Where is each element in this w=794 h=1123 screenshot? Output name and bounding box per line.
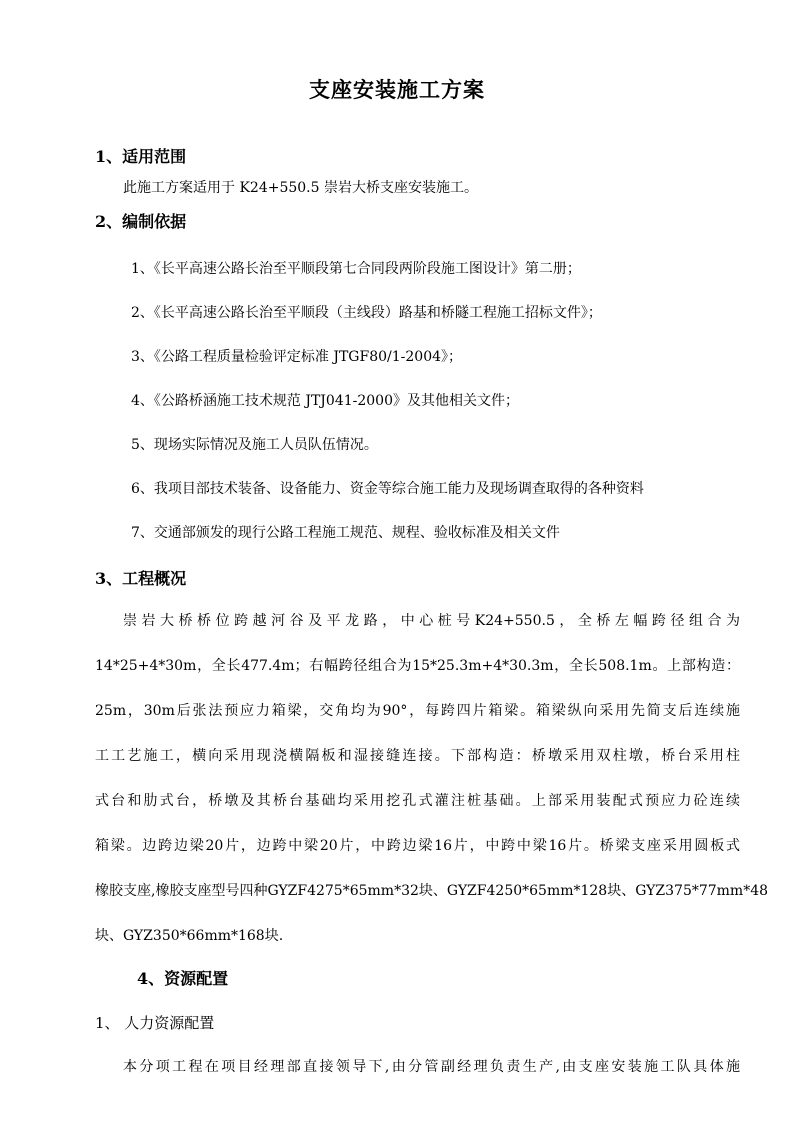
basis-item: 4、《公路桥涵施工技术规范 JTJ041-2000》及其他相关文件；	[131, 393, 519, 409]
paragraph-line: 工工艺施工，横向采用现浇横隔板和湿接缝连接。下部构造：桥墩采用双柱墩，桥台采用柱	[95, 748, 740, 764]
basis-item: 7、交通部颁发的现行公路工程施工规范、规程、验收标准及相关文件	[131, 525, 560, 541]
basis-item: 3、《公路工程质量检验评定标准 JTGF80/1-2004》；	[131, 349, 463, 365]
section-4-heading: 4、资源配置	[137, 969, 229, 988]
basis-item: 2、《长平高速公路长治至平顺段（主线段）路基和桥隧工程施工招标文件》；	[131, 305, 602, 321]
basis-item: 1、《长平高速公路长治至平顺段第七合同段两阶段施工图设计》第二册；	[131, 261, 581, 277]
paragraph-line: 14*25+4*30m，全长477.4m；右幅跨径组合为15*25.3m+4*30.3m，全长508.1m。上部构造：	[95, 658, 740, 674]
paragraph-line: 本分项工程在项目经理部直接领导下,由分管副经理负责生产,由支座安装施工队具体施	[123, 1059, 740, 1075]
section-1-heading: 1、适用范围	[95, 147, 187, 166]
section-2-heading: 2、编制依据	[95, 212, 187, 231]
paragraph-line: 块、GYZ350*66mm*168块.	[95, 928, 284, 944]
paragraph-line: 箱梁。边跨边梁20片，边跨中梁20片，中跨边梁16片，中跨中梁16片。桥梁支座采用圆板式	[95, 838, 740, 854]
basis-item: 6、我项目部技术装备、设备能力、资金等综合施工能力及现场调查取得的各种资料	[131, 481, 644, 497]
document-title: 支座安装施工方案	[309, 77, 485, 102]
subsection-heading: 1、 人力资源配置	[95, 1014, 215, 1032]
paragraph-line: 崇岩大桥桥位跨越河谷及平龙路，中心桩号K24+550.5，全桥左幅跨径组合为	[123, 613, 740, 629]
paragraph-line: 橡胶支座,橡胶支座型号四种GYZF4275*65mm*32块、GYZF4250*65mm*128块、GYZ375*77mm*48	[95, 883, 769, 899]
section-3-heading: 3、工程概况	[95, 569, 187, 588]
paragraph-line: 25m，30m后张法预应力箱梁，交角均为90°，每跨四片箱梁。箱梁纵向采用先简支后连续施	[95, 703, 740, 719]
paragraph-line: 式台和肋式台，桥墩及其桥台基础均采用挖孔式灌注桩基础。上部采用装配式预应力砼连续	[95, 793, 740, 809]
basis-item: 5、现场实际情况及施工人员队伍情况。	[131, 437, 378, 453]
section-1-text: 此施工方案适用于 K24+550.5 崇岩大桥支座安装施工。	[123, 180, 478, 196]
